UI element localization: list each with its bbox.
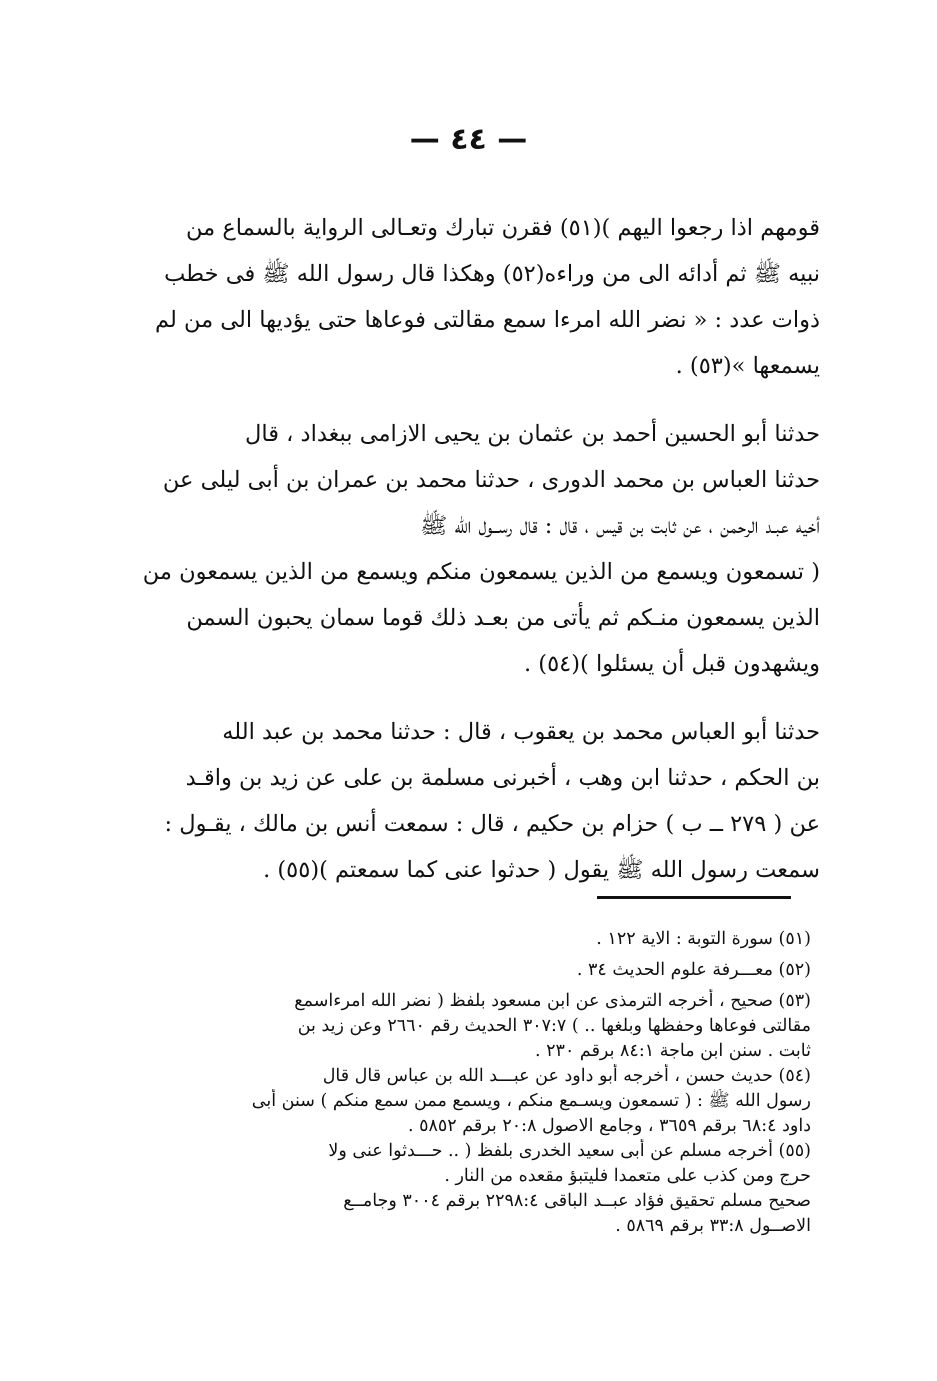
text-line: سمعت رسول الله ﷺ يقول ( حدثوا عنى كما سمعتم )(٥٥) .	[263, 857, 820, 883]
footnote-54: (٥٤) حديث حسن ، أخرجه أبو داود عن عبـــد الله بن عباس قال قال	[322, 1066, 811, 1086]
main-text	[88, 205, 820, 915]
text-line: ذوات عدد : « نضر الله امرءا سمع مقالتى فوعاها حتى يؤديها الى من لم	[154, 307, 820, 333]
footnote-52: (٥٢) معـــرفة علوم الحديث ٣٤ .	[576, 960, 811, 980]
text-line: قومهم اذا رجعوا اليهم )(٥١) فقرن تبارك وتعـالى الرواية بالسماع من	[186, 215, 820, 241]
footnote-55-line: صحيح مسلم تحقيق فؤاد عبــد الباقى ٢٢٩٨:٤ برقم ٣٠٠٤ وجامــع	[343, 1191, 811, 1211]
text-line: أخيه عبـد الرحمن ، عن ثابت بن قيس ، قال : قال رســول الله ﷺ	[420, 513, 820, 539]
footnote-53: (٥٣) صحيح ، أخرجه الترمذى عن ابن مسعود بلفظ ( نضر الله امرءاسمع	[294, 991, 811, 1011]
text-line: بن الحكم ، حدثنا ابن وهب ، أخبرنى مسلمة بن على عن زيد بن واقـد	[185, 765, 820, 791]
text-line: حدثنا أبو العباس محمد بن يعقوب ، قال : حدثنا محمد بن عبد الله	[222, 719, 820, 745]
footnote-55-line: الاصــول ٣٣:٨ برقم ٥٨٦٩ .	[615, 1216, 811, 1236]
footnotes	[95, 927, 811, 1239]
footnote-55-line: حرج ومن كذب على متعمدا فليتبؤ مقعده من النار .	[444, 1166, 811, 1186]
footnote-53-line: مقالتى فوعاها وحفظها وبلغها .. ) ٣٠٧:٧ الحديث رقم ٢٦٦٠ وعن زيد بن	[297, 1016, 811, 1036]
paragraph-1	[88, 205, 820, 389]
paragraph-2	[88, 411, 820, 687]
paragraph-3	[88, 709, 820, 893]
footnote-53-line: ثابت . سنن ابن ماجة ٨٤:١ برقم ٢٣٠ .	[535, 1041, 811, 1061]
footnote-55: (٥٥) أخرجه مسلم عن أبى سعيد الخدرى بلفظ ( .. حـــدثوا عنى ولا	[328, 1141, 811, 1161]
page-number: — ٤٤ —	[409, 122, 528, 157]
footnote-divider	[597, 896, 791, 899]
text-line: الذين يسمعون منـكم ثم يأتى من بعـد ذلك قوما سمان يحبون السمن	[186, 605, 820, 631]
text-line: يسمعها »(٥٣) .	[675, 353, 820, 379]
text-line: حدثنا العباس بن محمد الدورى ، حدثنا محمد بن عمران بن أبى ليلى عن	[162, 467, 820, 493]
text-line: عن ( ٢٧٩ ــ ب ) حزام بن حكيم ، قال : سمعت أنس بن مالك ، يقـول :	[164, 811, 820, 837]
text-line: ( تسمعون ويسمع من الذين يسمعون منكم ويسمع من الذين يسمعون من	[142, 559, 820, 585]
text-line: نبيه ﷺ ثم أدائه الى من وراءه(٥٢) وهكذا قال رسول الله ﷺ فى خطب	[164, 261, 820, 287]
footnote-54-line: داود ٦٨:٤ برقم ٣٦٥٩ ، وجامع الاصول ٢٠:٨ برقم ٥٨٥٢ .	[407, 1116, 811, 1136]
footnote-54-line: رسول الله ﷺ : ( تسمعون ويسـمع منكم ، ويسمع ممن سمع منكم ) سنن أبى	[251, 1091, 811, 1111]
text-line: حدثنا أبو الحسين أحمد بن عثمان بن يحيى الازامى ببغداد ، قال	[245, 421, 820, 447]
footnote-51: (٥١) سورة التوبة : الاية ١٢٢ .	[596, 929, 811, 949]
text-line: ويشهدون قبل أن يسئلوا )(٥٤) .	[523, 651, 820, 677]
